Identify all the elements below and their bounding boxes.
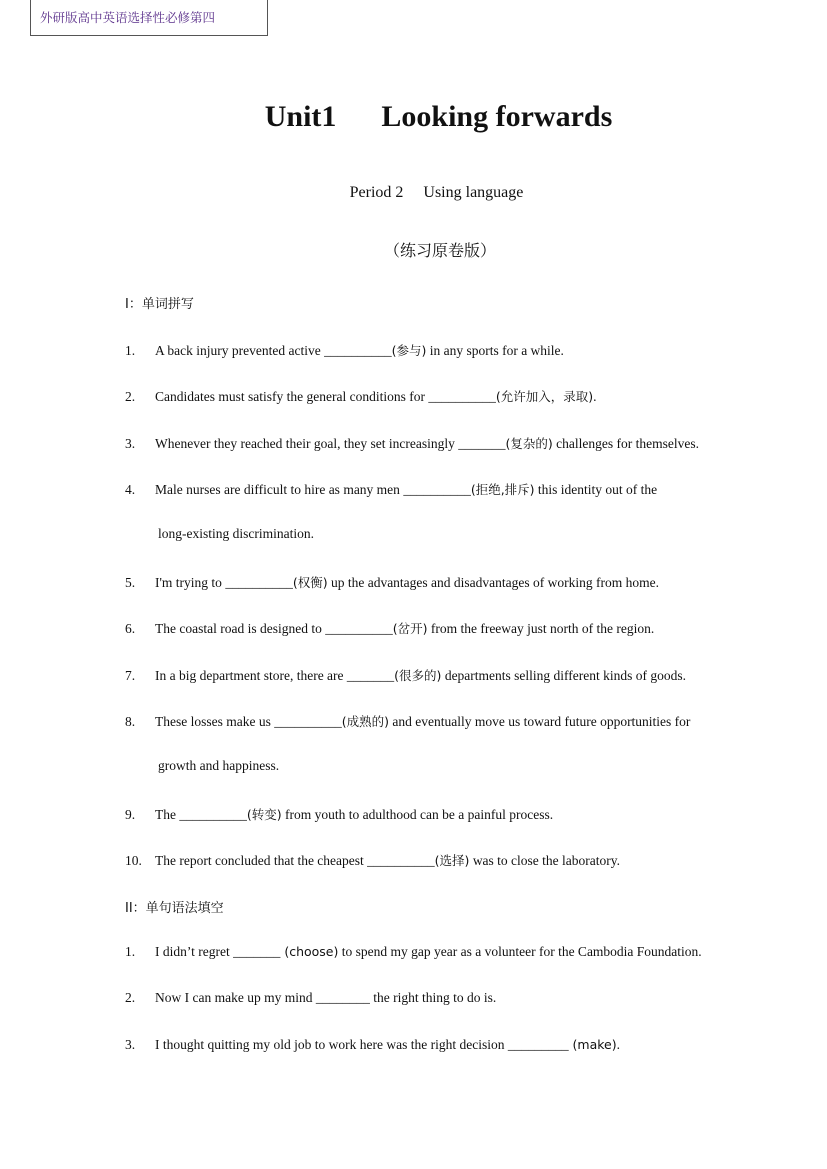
question-text-after: . <box>593 389 597 404</box>
question-text-after: the right thing to do is. <box>369 990 497 1005</box>
spelling-item <box>125 619 765 637</box>
section-title-grammar: II：单句语法填空 <box>125 901 224 916</box>
grammar-item <box>125 990 765 1006</box>
question-text-before: Whenever they reached their goal, they set increasingly <box>155 436 459 451</box>
question-text-before: Candidates must satisfy the general conditions for <box>155 389 429 404</box>
question-text-before: I'm trying to <box>155 575 226 590</box>
question-hint: (权衡) <box>292 575 328 590</box>
question-hint: (岔开) <box>392 621 428 636</box>
spelling-item <box>125 434 765 452</box>
spelling-item <box>125 573 765 591</box>
answer-blank[interactable]: _______ <box>346 668 395 683</box>
question-number: 10. <box>125 853 142 868</box>
header-label: 外研版高中英语选择性必修第四 <box>30 0 268 36</box>
question-number: 3. <box>125 436 136 451</box>
question-number: 7. <box>125 668 136 683</box>
question-text-before: I didn’t regret <box>155 944 234 959</box>
question-text-before: The report concluded that the cheapest <box>155 853 368 868</box>
spelling-item <box>125 712 765 730</box>
answer-blank[interactable]: __________ <box>367 853 435 868</box>
question-text-before: The <box>155 807 180 822</box>
spelling-item <box>125 666 765 684</box>
question-text-after: from the freeway just north of the region. <box>427 621 655 636</box>
answer-blank[interactable]: ________ <box>315 990 370 1005</box>
question-number: 9. <box>125 807 136 822</box>
answer-blank[interactable]: __________ <box>179 807 247 822</box>
question-hint: (复杂的) <box>505 436 553 451</box>
question-text-after: to spend my gap year as a volunteer for the Cambodia Foundation. <box>338 944 702 959</box>
question-text-before: The coastal road is designed to <box>155 621 326 636</box>
question-hint: (很多的) <box>394 668 442 683</box>
question-number: 2. <box>125 389 136 404</box>
question-text-before: I thought quitting my old job to work here was the right decision <box>155 1037 508 1052</box>
question-number: 3. <box>125 1037 136 1052</box>
question-hint: (转变) <box>246 807 282 822</box>
question-text-before: A back injury prevented active <box>155 343 325 358</box>
question-number: 1. <box>125 944 136 959</box>
answer-blank[interactable]: __________ <box>428 389 496 404</box>
answer-blank[interactable]: _______ <box>458 436 506 451</box>
spelling-item <box>125 341 765 359</box>
question-hint: (参与) <box>391 343 427 358</box>
question-text-before: Male nurses are difficult to hire as many men <box>155 482 404 497</box>
question-hint: (拒绝,排斥) <box>470 482 535 497</box>
grammar-item <box>125 1037 765 1053</box>
answer-blank[interactable]: __________ <box>274 714 342 729</box>
page-subtitle: Period 2 Using language <box>349 184 524 201</box>
question-text-after: in any sports for a while. <box>426 343 564 358</box>
question-number: 2. <box>125 990 136 1005</box>
answer-blank[interactable]: __________ <box>325 621 393 636</box>
answer-blank[interactable]: __________ <box>403 482 471 497</box>
spelling-item <box>125 387 765 405</box>
question-text-after: was to close the laboratory. <box>469 853 621 868</box>
question-text-after: up the advantages and disadvantages of working from home. <box>327 575 659 590</box>
page-title: Unit1 Looking forwards <box>264 100 613 133</box>
question-text-before: In a big department store, there are <box>155 668 347 683</box>
spelling-item <box>125 851 765 869</box>
question-number: 8. <box>125 714 136 729</box>
question-text-after: from youth to adulthood can be a painful process. <box>281 807 554 822</box>
answer-blank[interactable]: __________ <box>324 343 392 358</box>
question-hint: (成熟的) <box>341 714 389 729</box>
question-number: 4. <box>125 482 136 497</box>
question-hint: (make) <box>568 1037 617 1052</box>
question-text-before: Now I can make up my mind <box>155 990 316 1005</box>
question-continuation: growth and happiness. <box>158 758 280 773</box>
question-hint: (允许加入，录取) <box>495 389 594 404</box>
question-number: 1. <box>125 343 136 358</box>
question-text-after: challenges for themselves. <box>552 436 699 451</box>
question-hint: (choose) <box>280 944 339 959</box>
question-text-after: this identity out of the <box>534 482 658 497</box>
question-continuation: long-existing discrimination. <box>158 526 314 541</box>
question-number: 5. <box>125 575 136 590</box>
question-text-after: departments selling different kinds of goods. <box>441 668 687 683</box>
question-text-before: These losses make us <box>155 714 275 729</box>
question-hint: (选择) <box>434 853 470 868</box>
question-text-after: . <box>616 1037 620 1052</box>
section-title-spelling: I：单词拼写 <box>125 297 194 312</box>
grammar-item <box>125 944 765 960</box>
question-number: 6. <box>125 621 136 636</box>
question-text-after: and eventually move us toward future opportunities for <box>389 714 691 729</box>
spelling-item <box>125 805 765 823</box>
spelling-item <box>125 480 765 498</box>
answer-blank[interactable]: __________ <box>225 575 293 590</box>
version-note: （练习原卷版） <box>383 241 496 260</box>
answer-blank[interactable]: _________ <box>507 1037 569 1052</box>
answer-blank[interactable]: _______ <box>233 944 281 959</box>
